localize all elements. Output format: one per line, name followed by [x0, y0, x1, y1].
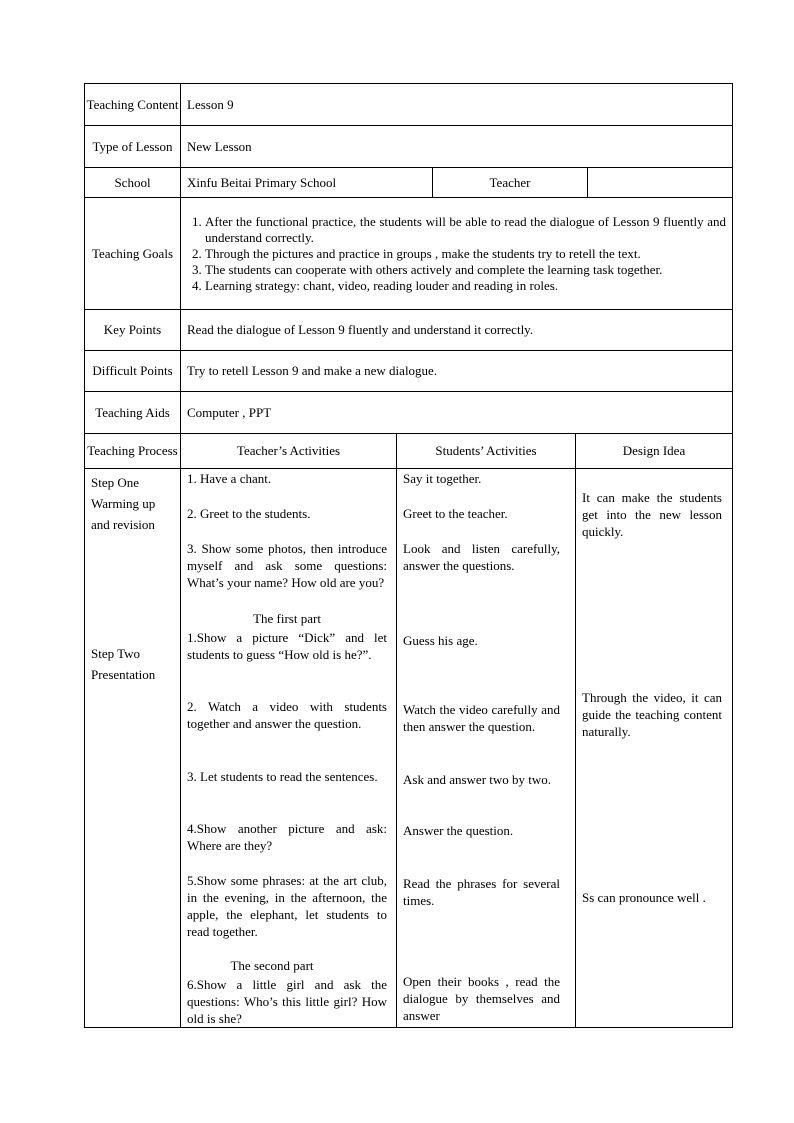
school-value: Xinfu Beitai Primary School	[181, 168, 433, 198]
students-activities-cell	[397, 469, 576, 1028]
students-activity: Watch the video carefully and then answer the question.	[403, 702, 560, 734]
lesson-plan-table	[84, 83, 733, 1028]
teaching-goals-label: Teaching Goals	[85, 198, 181, 310]
teacher-activity: 2. Watch a video with students together and answer the question.	[187, 699, 387, 731]
design-idea-header: Design Idea	[576, 434, 733, 469]
key-points-label: Key Points	[85, 310, 181, 351]
type-of-lesson-label: Type of Lesson	[85, 126, 181, 168]
students-activity: Read the phrases for several times.	[403, 876, 560, 908]
row-teaching-content	[85, 84, 733, 126]
step-two: Step Two Presentation	[91, 646, 156, 682]
school-label: School	[85, 168, 181, 198]
goals-list	[181, 214, 732, 294]
students-activity: Ask and answer two by two.	[403, 772, 552, 787]
teacher-activity: 3. Show some photos, then introduce myself and ask some questions: What’s your name? How old are you?	[187, 541, 387, 590]
teacher-value	[588, 168, 733, 198]
teacher-activity: 5.Show some phrases: at the art club, in the evening, in the afternoon, the apple, the elephant, let students to read together.	[187, 873, 387, 939]
goal-item: 2. Through the pictures and practice in groups , make the students try to retell the text.	[205, 246, 732, 262]
teacher-activity: 3. Let students to read the sentences.	[187, 769, 378, 784]
row-type-of-lesson	[85, 126, 733, 168]
steps-cell	[85, 469, 181, 1028]
row-school	[85, 168, 733, 198]
teacher-label: Teacher	[433, 168, 588, 198]
row-process-body	[85, 469, 733, 1028]
goal-item: 4. Learning strategy: chant, video, reading louder and reading in roles.	[205, 278, 732, 294]
students-activity: Open their books , read the dialogue by themselves and answer	[403, 974, 560, 1023]
teacher-activity: 2. Greet to the students.	[187, 506, 311, 521]
teaching-aids-label: Teaching Aids	[85, 392, 181, 434]
teaching-content-value: Lesson 9	[181, 84, 733, 126]
teacher-activities-header: Teacher’s Activities	[181, 434, 397, 469]
goal-item: 3. The students can cooperate with others actively and complete the learning task together.	[205, 262, 732, 278]
students-activity: Greet to the teacher.	[403, 506, 508, 521]
design-idea: Ss can pronounce well .	[582, 890, 706, 905]
students-activity: Answer the question.	[403, 823, 514, 838]
row-teaching-goals	[85, 198, 733, 310]
difficult-points-value: Try to retell Lesson 9 and make a new dialogue.	[181, 351, 733, 392]
students-activity: Look and listen carefully, answer the questions.	[403, 541, 560, 573]
row-key-points	[85, 310, 733, 351]
design-idea-cell	[576, 469, 733, 1028]
row-difficult-points	[85, 351, 733, 392]
teacher-activities-cell	[181, 469, 397, 1028]
lesson-plan-page	[84, 83, 732, 1028]
teaching-process-label: Teaching Process	[85, 434, 181, 469]
teaching-goals-value	[181, 198, 733, 310]
students-activity: Say it together.	[403, 471, 482, 486]
part-heading: The second part	[230, 958, 314, 973]
teacher-activity: 1. Have a chant.	[187, 471, 272, 486]
teaching-aids-value: Computer , PPT	[181, 392, 733, 434]
students-activities-header: Students’ Activities	[397, 434, 576, 469]
teacher-activity: 1.Show a picture “Dick” and let students to guess “How old is he?”.	[187, 630, 387, 662]
key-points-value: Read the dialogue of Lesson 9 fluently and understand it correctly.	[181, 310, 733, 351]
teacher-activity: 4.Show another picture and ask: Where are they?	[187, 821, 387, 853]
difficult-points-label: Difficult Points	[85, 351, 181, 392]
type-of-lesson-value: New Lesson	[181, 126, 733, 168]
students-activity: Guess his age.	[403, 633, 478, 648]
teacher-activity: 6.Show a little girl and ask the questions: Who’s this little girl? How old is she?	[187, 977, 387, 1026]
design-idea: It can make the students get into the new lesson quickly.	[582, 490, 722, 539]
row-process-header	[85, 434, 733, 469]
part-heading: The first part	[253, 611, 321, 626]
teaching-content-label: Teaching Content	[85, 84, 181, 126]
goal-item: 1. After the functional practice, the students will be able to read the dialogue of Lesson 9 fluently and understand correctly.	[205, 214, 732, 246]
row-teaching-aids	[85, 392, 733, 434]
design-idea: Through the video, it can guide the teaching content naturally.	[582, 690, 722, 739]
step-one: Step One Warming up and revision	[91, 475, 156, 532]
